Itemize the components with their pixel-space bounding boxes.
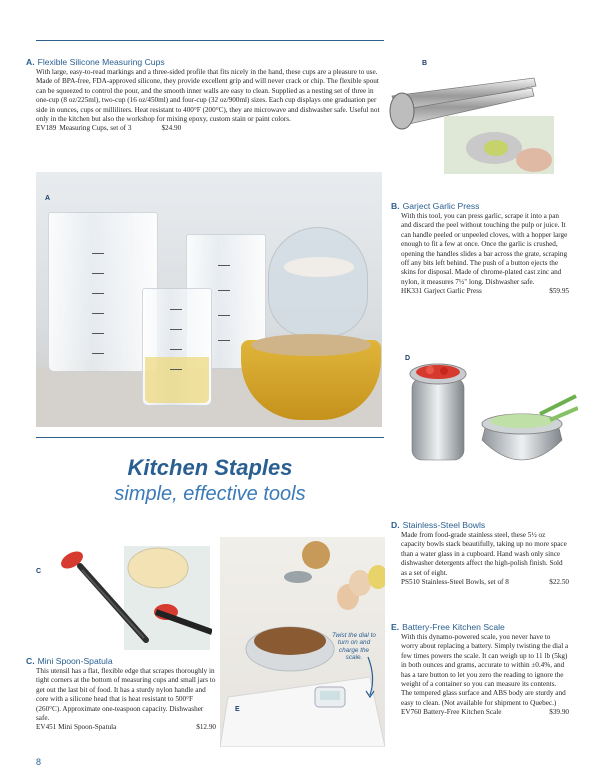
product-d-title (391, 520, 569, 530)
stainless-bowls-illustration (400, 350, 578, 482)
garlic-press-illustration (384, 56, 554, 174)
product-e-title (391, 622, 569, 632)
garlic-press-photo (384, 56, 554, 174)
product-b-sku-label: Garject Garlic Press (423, 287, 482, 296)
product-c (26, 656, 216, 733)
product-b-price: $59.95 (549, 287, 569, 296)
photo-e-label: E (235, 706, 240, 713)
spoon-spatula-illustration (36, 540, 212, 650)
product-a-name: Flexible Silicone Measuring Cups (37, 57, 165, 67)
product-b-letter: B. (391, 201, 400, 211)
headline-title: Kitchen Staples (127, 455, 293, 480)
product-d-description: Made from food-grade stainless steel, these 5½ oz capacity bowls stack beautifully, taking up no more space than a water glass in a cupboard. Hand wash only since dishwasher detergents affect the high-polish finish. Sold as a set of eight. (401, 531, 567, 577)
product-e-name: Battery-Free Kitchen Scale (402, 622, 505, 632)
product-d-letter: D. (391, 520, 400, 530)
product-c-title (26, 656, 216, 666)
product-d-sku-line (401, 578, 569, 587)
product-d-name: Stainless-Steel Bowls (402, 520, 486, 530)
photo-b-label: B (422, 60, 428, 67)
product-e-sku-line (401, 708, 569, 717)
product-c-name: Mini Spoon-Spatula (37, 656, 113, 666)
product-c-price: $12.90 (196, 723, 216, 732)
small-measuring-cup (142, 288, 212, 406)
product-d-price: $22.50 (549, 578, 569, 587)
product-c-sku-label: Mini Spoon-Spatula (58, 723, 117, 732)
photo-a-label: A (45, 195, 51, 202)
product-a-description: With large, easy-to-read markings and a three-sided profile that fits nicely in the hand, these cups are a pleasure to use. Made of BPA-free, FDA-approved silicone, they provide excellent grip and will never crack or chip. The flexible spout can be squeezed to control the pour, and the smooth inner walls are easy to clean. Supplied as a nesting set of three in one-cup (8 oz/225ml), two-cup (16 oz/450ml) and four-cup (32 oz/900ml) sizes. Each cup displays one graduation per side in ounces, cups or milliliters. Heat resistant to 400°F (200°C), they are microwave and dishwasher safe. Useful not only in the kitchen but also the workshop for mixing epoxy, custom stain or paint colors. (36, 68, 380, 124)
product-c-sku-line (36, 723, 216, 732)
product-d-sku: PS510 (401, 578, 420, 587)
top-rule (36, 40, 384, 41)
product-b-title (391, 201, 569, 211)
product-e-price: $39.90 (549, 708, 569, 717)
middle-rule (36, 437, 384, 438)
product-e-letter: E. (391, 622, 400, 632)
headline-subtitle: simple, effective tools (114, 483, 306, 505)
product-e-sku-label: Battery-Free Kitchen Scale (423, 708, 502, 717)
product-e-description: With this dynamo-powered scale, you never have to worry about replacing a battery. Simply twisting the dial a few times powers the scale. It can weigh up to 11 lb (5kg) in both ounces and grams, accurate to within ±0.4%, and has a tare button to let you zero the reading to ignore the weight of a container so you can measure its contents. The tempered glass surface and ABS body are sturdy and easy to clean. (Not available for shipment to Quebec.) (401, 633, 569, 707)
product-a-letter: A. (26, 57, 35, 67)
spoon-spatula-photo (36, 540, 212, 650)
product-a-sku-label: Measuring Cups, set of 3 (59, 124, 132, 133)
product-e-sku: EV760 (401, 708, 422, 717)
product-b (391, 201, 569, 297)
measuring-cups-photo (36, 172, 382, 427)
stainless-bowls-photo (400, 350, 578, 482)
page-number: 8 (36, 757, 42, 767)
headline (36, 455, 384, 506)
product-a-price: $24.90 (161, 124, 182, 133)
product-c-description: This utensil has a flat, flexible edge that scrapes thoroughly in tight corners at the bottom of measuring cups and small jars to get out the last bit of food. It has a sturdy nylon handle and core with a silicone head that is heat resistant to 500°F (260°C). Approximate one-teaspoon capacity. Dishwasher safe. (36, 667, 216, 723)
product-a-title (26, 57, 382, 67)
product-b-sku-line (401, 287, 569, 296)
product-d (391, 520, 569, 587)
photo-c-label: C (36, 568, 42, 575)
scale-note: Twist the dial to turn on and charge the scale. (332, 632, 376, 662)
product-b-sku: HK331 (401, 287, 423, 296)
product-b-name: Garject Garlic Press (402, 201, 480, 211)
product-a-sku: EV189 (36, 124, 57, 133)
product-d-sku-label: Stainless-Steel Bowls, set of 8 (421, 578, 509, 587)
photo-d-label: D (405, 355, 411, 362)
product-c-letter: C. (26, 656, 35, 666)
product-e (391, 622, 569, 718)
product-c-sku: EV451 (36, 723, 57, 732)
product-a-sku-line (36, 124, 382, 133)
product-b-description: With this tool, you can press garlic, scrape it into a pan and discard the peel without touching the pulp or juice. It can handle peeled or unpeeled cloves, with a hopper large enough to fit a few at once. Once the garlic is crushed, opening the handles slides a bar across the grate, scraping off any bits left behind. The push of a button ejects the skins for disposal. Made of chrome-plated cast zinc and nylon, it measures 7½" long. Dishwasher safe. (401, 212, 568, 286)
product-a (26, 57, 382, 134)
